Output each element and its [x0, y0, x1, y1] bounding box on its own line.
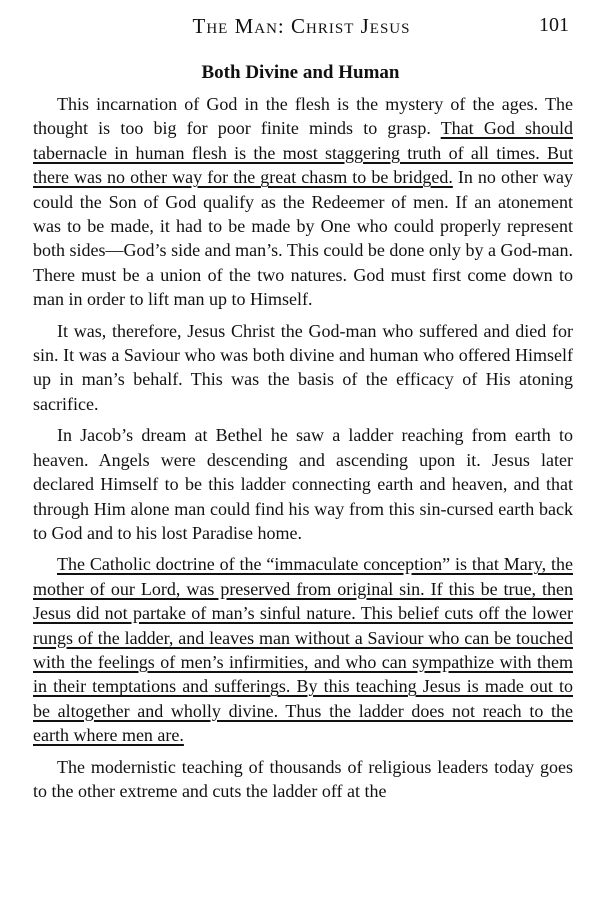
paragraph-2: It was, therefore, Jesus Christ the God-man who suffered and died for sin. It was a Saviour who was both divine and human who offered Himself up in man’s behalf. This was the basis of the efficacy of His atoning sacrifice. — [33, 320, 573, 414]
paragraph-1-intro: This incarnation of God in the flesh is the mystery of the ages. The thought is too big for poor finite minds to grasp. — [33, 94, 573, 139]
paragraph-5: The modernistic teaching of thousands of religious leaders today goes to the other extreme and cuts the ladder off at the — [33, 756, 573, 801]
body-text — [33, 92, 573, 810]
running-head — [34, 14, 569, 44]
paragraph-4 — [33, 552, 573, 747]
paragraph-1 — [33, 92, 573, 312]
running-title: The Man: Christ Jesus — [192, 14, 411, 38]
page-number: 101 — [539, 14, 569, 36]
paragraph-1-rest: In no other way could the Son of God qualify as the Redeemer of men. If an atonement was to be made, it had to be made by One who could properly represent both sides—God’s side and man’s. This could be done only by a God-man. There must be a union of the two natures. God must first come down to man in order to lift man up to Himself. — [33, 167, 573, 310]
section-heading: Both Divine and Human — [201, 62, 400, 83]
paragraph-3: In Jacob’s dream at Bethel he saw a ladder reaching from earth to heaven. Angels were descending and ascending upon it. Jesus later declared Himself to be this ladder connecting earth and heaven, and that through Him alone man could find his way from this sin-cursed earth back to God and to his lost Paradise home. — [33, 425, 573, 543]
underlined-passage-1: That God should tabernacle in human flesh is the most staggering truth of all times. But there was no other way for the great chasm to be bridged. — [33, 118, 573, 188]
underlined-passage-2: The Catholic doctrine of the “immaculate conception” is that Mary, the mother of our Lord, was preserved from original sin. If this be true, then Jesus did not partake of man’s sinful nature. This belief cuts off the lower rungs of the ladder, and leaves man without a Saviour who can be touched with the feelings of men’s infirmities, and who can sympathize with them in their temptations and sufferings. By this teaching Jesus is made out to be altogether and wholly divine. Thus the ladder does not reach to the earth where men are. — [33, 554, 573, 746]
